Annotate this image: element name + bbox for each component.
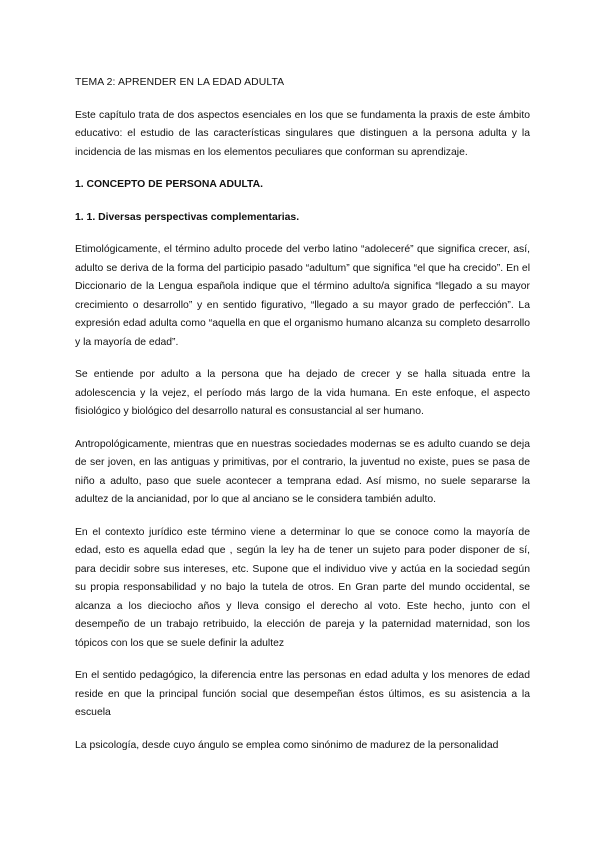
paragraph-anthropology: Antropológicamente, mientras que en nuestras sociedades modernas se es adulto cuando se deja de ser joven, en las antiguas y primitivas, por el contrario, la juventud no existe, pues se pasa de niño a adulto, paso que suele acontecer a temprana edad. Así mismo, no suele separarse la adultez de la ancianidad, por lo que al anciano se le considera también adulto. [75, 438, 530, 505]
subsection-heading: 1. 1. Diversas perspectivas complementarias. [75, 211, 300, 223]
document-page [75, 74, 530, 769]
paragraph-etymology: Etimológicamente, el término adulto procede del verbo latino “adoleceré” que significa crecer, así, adulto se deriva de la forma del participio pasado “adultum” que significa “el que ha crecido”. En el Diccionario de la Lengua española indique que el término adulto/a significa “llegado a su mayor crecimiento o desarrollo” y en sentido figurativo, “llegado a su mayor grado de perfección”. La expresión edad adulta como “aquella en que el organismo humano alcanza su completo desarrollo y la mayoría de edad”. [75, 244, 530, 348]
intro-paragraph: Este capítulo trata de dos aspectos esenciales en los que se fundamenta la praxis de este ámbito educativo: el estudio de las características singulares que distinguen a la persona adulta y la incidencia de las mismas en los elementos peculiares que conforman su aprendizaje. [75, 109, 530, 158]
paragraph-pedagogy: En el sentido pedagógico, la diferencia entre las personas en edad adulta y los menores de edad reside en que la principal función social que desempeñan éstos últimos, es su asistencia a la escuela [75, 670, 530, 718]
paragraph-legal: En el contexto jurídico este término viene a determinar lo que se conoce como la mayoría de edad, esto es aquella edad que , según la ley ha de tener un sujeto para poder disponer de sí, para decidir sobre sus intereses, etc. Supone que el individuo vive y actúa en la sociedad según su propia responsabilidad y no bajo la tutela de otros. En Gran parte del mundo occidental, se alcanza a los dieciocho años y lleva consigo el derecho al voto. Este hecho, junto con el desempeño de un trabajo retribuido, la elección de pareja y la paternidad maternidad, son los tópicos con los que se suele definir la adultez [75, 526, 530, 649]
document-title: TEMA 2: APRENDER EN LA EDAD ADULTA [75, 77, 285, 88]
paragraph-definition: Se entiende por adulto a la persona que ha dejado de crecer y se halla situada entre la adolescencia y la vejez, el período más largo de la vida humana. En este enfoque, el aspecto fisiológico y biológico del desarrollo natural es consustancial al ser humano. [75, 369, 530, 417]
section-heading: 1. CONCEPTO DE PERSONA ADULTA. [75, 179, 264, 190]
paragraph-psychology: La psicología, desde cuyo ángulo se emplea como sinónimo de madurez de la personalidad [75, 739, 499, 751]
